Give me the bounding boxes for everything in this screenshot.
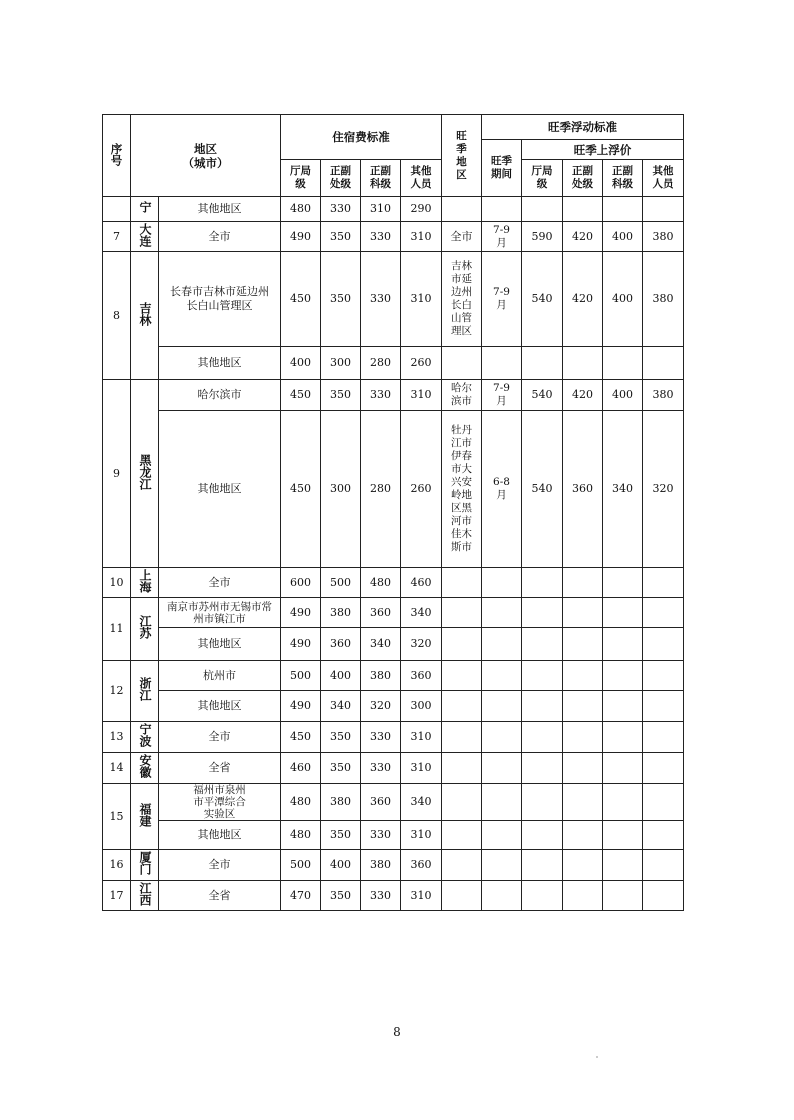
rate-cell: 350 — [321, 380, 361, 411]
table-row — [103, 411, 684, 568]
peak-rate-cell — [522, 881, 563, 911]
rate-cell: 450 — [281, 252, 321, 347]
peak-region-cell — [442, 568, 482, 598]
peak-rate-cell: 420 — [563, 380, 603, 411]
province-cell: 福建 — [131, 784, 159, 850]
peak-rate-cell — [603, 628, 643, 661]
peak-period-cell — [482, 821, 522, 850]
rate-cell: 450 — [281, 380, 321, 411]
peak-rate-cell — [643, 347, 684, 380]
rate-cell: 350 — [321, 252, 361, 347]
rate-cell: 360 — [401, 661, 442, 691]
rate-cell: 360 — [361, 784, 401, 821]
table-row — [103, 568, 684, 598]
peak-rate-cell: 380 — [643, 252, 684, 347]
seq-cell: 7 — [103, 222, 131, 252]
city-cell: 其他地区 — [159, 821, 281, 850]
peak-region-cell — [442, 784, 482, 821]
rate-cell: 350 — [321, 222, 361, 252]
peak-rate-cell — [522, 197, 563, 222]
rate-cell: 310 — [361, 197, 401, 222]
rate-cell: 350 — [321, 722, 361, 753]
rate-cell: 350 — [321, 821, 361, 850]
table-row — [103, 380, 684, 411]
rate-cell: 280 — [361, 347, 401, 380]
peak-rate-cell: 380 — [643, 222, 684, 252]
province-cell: 江苏 — [131, 598, 159, 661]
peak-rate-cell: 380 — [643, 380, 684, 411]
peak-period-cell — [482, 881, 522, 911]
header-grade: 厅局级 — [281, 160, 321, 197]
table-row — [103, 252, 684, 347]
rate-cell: 330 — [361, 380, 401, 411]
table-row — [103, 821, 684, 850]
peak-rate-cell — [603, 821, 643, 850]
rate-cell: 340 — [321, 691, 361, 722]
rate-cell: 400 — [281, 347, 321, 380]
header-grade: 其他人员 — [401, 160, 442, 197]
rate-cell: 480 — [281, 197, 321, 222]
rate-cell: 490 — [281, 628, 321, 661]
rate-cell: 330 — [361, 753, 401, 784]
page-number: 8 — [393, 1025, 401, 1039]
peak-period-cell — [482, 598, 522, 628]
peak-period-cell: 7-9月 — [482, 380, 522, 411]
rate-cell: 300 — [321, 411, 361, 568]
header-region: 地区 （城市） — [131, 115, 281, 197]
peak-rate-cell — [643, 850, 684, 881]
header-lodging: 住宿费标准 — [281, 115, 442, 160]
rate-cell: 380 — [361, 661, 401, 691]
rate-cell: 310 — [401, 222, 442, 252]
table-row — [103, 222, 684, 252]
peak-period-cell — [482, 784, 522, 821]
province-cell: 江西 — [131, 881, 159, 911]
rate-cell: 460 — [401, 568, 442, 598]
peak-period-cell — [482, 568, 522, 598]
peak-rate-cell — [643, 661, 684, 691]
peak-period-cell: 7-9月 — [482, 222, 522, 252]
peak-rate-cell — [563, 197, 603, 222]
peak-rate-cell — [563, 661, 603, 691]
peak-region-cell — [442, 821, 482, 850]
peak-rate-cell — [563, 347, 603, 380]
rate-cell: 460 — [281, 753, 321, 784]
rate-cell: 310 — [401, 881, 442, 911]
province-cell: 大连 — [131, 222, 159, 252]
rate-cell: 480 — [281, 784, 321, 821]
rate-cell: 350 — [321, 753, 361, 784]
rate-cell: 480 — [281, 821, 321, 850]
city-cell: 全市 — [159, 222, 281, 252]
rate-cell: 400 — [321, 661, 361, 691]
peak-region-cell — [442, 661, 482, 691]
peak-rate-cell — [563, 821, 603, 850]
rate-cell: 330 — [361, 722, 401, 753]
city-cell: 其他地区 — [159, 347, 281, 380]
peak-period-cell — [482, 661, 522, 691]
rate-cell: 480 — [361, 568, 401, 598]
peak-region-cell: 全市 — [442, 222, 482, 252]
peak-period-cell — [482, 753, 522, 784]
peak-rate-cell — [603, 850, 643, 881]
header-seq: 序号 — [103, 115, 131, 197]
rate-cell: 280 — [361, 411, 401, 568]
rate-cell: 330 — [361, 821, 401, 850]
city-cell: 南京市苏州市无锡市常州市镇江市 — [159, 598, 281, 628]
peak-rate-cell: 400 — [603, 380, 643, 411]
peak-rate-cell: 400 — [603, 252, 643, 347]
peak-rate-cell — [563, 784, 603, 821]
rate-cell: 340 — [401, 784, 442, 821]
rate-cell: 500 — [321, 568, 361, 598]
peak-rate-cell — [643, 197, 684, 222]
seq-cell — [103, 197, 131, 222]
rate-cell: 490 — [281, 598, 321, 628]
city-cell: 其他地区 — [159, 691, 281, 722]
province-cell: 上海 — [131, 568, 159, 598]
peak-rate-cell: 320 — [643, 411, 684, 568]
rate-cell: 500 — [281, 850, 321, 881]
table-row — [103, 347, 684, 380]
city-cell: 全市 — [159, 568, 281, 598]
rate-cell: 320 — [361, 691, 401, 722]
peak-rate-cell — [522, 347, 563, 380]
header-peak-period: 旺季期间 — [482, 140, 522, 197]
rate-cell: 400 — [321, 850, 361, 881]
province-cell: 浙江 — [131, 661, 159, 722]
rate-cell: 290 — [401, 197, 442, 222]
peak-rate-cell: 420 — [563, 252, 603, 347]
seq-cell: 11 — [103, 598, 131, 661]
rate-cell: 500 — [281, 661, 321, 691]
city-cell: 长春市吉林市延边州长白山管理区 — [159, 252, 281, 347]
peak-region-cell — [442, 197, 482, 222]
rate-cell: 380 — [321, 598, 361, 628]
peak-rate-cell — [643, 598, 684, 628]
peak-rate-cell — [643, 722, 684, 753]
province-cell: 吉林 — [131, 252, 159, 380]
peak-period-cell: 7-9月 — [482, 252, 522, 347]
peak-region-cell: 哈尔滨市 — [442, 380, 482, 411]
peak-period-cell: 6-8月 — [482, 411, 522, 568]
rate-cell: 300 — [401, 691, 442, 722]
city-cell: 全省 — [159, 881, 281, 911]
header-peak-up: 旺季上浮价 — [522, 140, 684, 160]
peak-period-cell — [482, 628, 522, 661]
peak-rate-cell: 340 — [603, 411, 643, 568]
peak-rate-cell — [563, 568, 603, 598]
header-grade: 厅局级 — [522, 160, 563, 197]
seq-cell: 8 — [103, 252, 131, 380]
city-cell: 全市 — [159, 722, 281, 753]
city-cell: 其他地区 — [159, 197, 281, 222]
peak-period-cell — [482, 691, 522, 722]
peak-period-cell — [482, 722, 522, 753]
table-row — [103, 691, 684, 722]
rate-cell: 340 — [361, 628, 401, 661]
peak-rate-cell — [643, 753, 684, 784]
city-cell: 全省 — [159, 753, 281, 784]
seq-cell: 14 — [103, 753, 131, 784]
rate-cell: 310 — [401, 753, 442, 784]
peak-rate-cell — [522, 821, 563, 850]
peak-rate-cell — [643, 784, 684, 821]
rate-cell: 300 — [321, 347, 361, 380]
table-row — [103, 628, 684, 661]
table-row — [103, 881, 684, 911]
rate-cell: 310 — [401, 252, 442, 347]
city-cell: 全市 — [159, 850, 281, 881]
peak-region-cell: 牡丹江市伊春市大兴安岭地区黑河市佳木斯市 — [442, 411, 482, 568]
rate-cell: 330 — [321, 197, 361, 222]
peak-rate-cell — [522, 850, 563, 881]
peak-rate-cell — [563, 598, 603, 628]
peak-rate-cell — [522, 598, 563, 628]
peak-rate-cell: 540 — [522, 380, 563, 411]
peak-rate-cell — [603, 691, 643, 722]
table-row — [103, 598, 684, 628]
peak-region-cell — [442, 347, 482, 380]
header-grade: 正副科级 — [603, 160, 643, 197]
rate-cell: 490 — [281, 691, 321, 722]
peak-rate-cell — [603, 661, 643, 691]
rate-cell: 330 — [361, 222, 401, 252]
peak-region-cell — [442, 628, 482, 661]
seq-cell: 10 — [103, 568, 131, 598]
city-cell: 杭州市 — [159, 661, 281, 691]
rate-cell: 380 — [361, 850, 401, 881]
rate-cell: 360 — [361, 598, 401, 628]
header-grade: 正副处级 — [321, 160, 361, 197]
peak-region-cell — [442, 722, 482, 753]
peak-rate-cell: 540 — [522, 252, 563, 347]
header-peak-float: 旺季浮动标准 — [482, 115, 684, 140]
peak-rate-cell — [603, 347, 643, 380]
peak-rate-cell — [603, 568, 643, 598]
peak-rate-cell: 400 — [603, 222, 643, 252]
peak-rate-cell — [643, 568, 684, 598]
peak-rate-cell — [522, 661, 563, 691]
table-row — [103, 753, 684, 784]
seq-cell: 9 — [103, 380, 131, 568]
seq-cell: 12 — [103, 661, 131, 722]
lodging-standard-table — [102, 114, 684, 911]
header-grade: 其他人员 — [643, 160, 684, 197]
scan-speck — [596, 1056, 598, 1058]
peak-rate-cell — [603, 881, 643, 911]
province-cell: 安徽 — [131, 753, 159, 784]
peak-rate-cell — [563, 850, 603, 881]
seq-cell: 13 — [103, 722, 131, 753]
rate-cell: 350 — [321, 881, 361, 911]
city-cell: 福州市泉州市平潭综合实验区 — [159, 784, 281, 821]
peak-rate-cell — [603, 784, 643, 821]
rate-cell: 330 — [361, 881, 401, 911]
seq-cell: 17 — [103, 881, 131, 911]
rate-cell: 310 — [401, 380, 442, 411]
peak-region-cell — [442, 753, 482, 784]
rate-cell: 310 — [401, 722, 442, 753]
rate-cell: 260 — [401, 411, 442, 568]
city-cell: 其他地区 — [159, 628, 281, 661]
peak-rate-cell — [563, 881, 603, 911]
peak-rate-cell — [603, 197, 643, 222]
peak-region-cell — [442, 850, 482, 881]
rate-cell: 450 — [281, 722, 321, 753]
rate-cell: 330 — [361, 252, 401, 347]
peak-rate-cell — [603, 722, 643, 753]
province-cell: 宁 — [131, 197, 159, 222]
table-row — [103, 197, 684, 222]
rate-cell: 260 — [401, 347, 442, 380]
rate-cell: 360 — [401, 850, 442, 881]
seq-cell: 15 — [103, 784, 131, 850]
peak-period-cell — [482, 347, 522, 380]
peak-rate-cell — [522, 753, 563, 784]
peak-region-cell — [442, 598, 482, 628]
table-row — [103, 661, 684, 691]
peak-rate-cell — [522, 691, 563, 722]
table-row — [103, 722, 684, 753]
peak-region-cell — [442, 881, 482, 911]
peak-period-cell — [482, 850, 522, 881]
peak-rate-cell — [603, 598, 643, 628]
header-grade: 正副科级 — [361, 160, 401, 197]
peak-region-cell — [442, 691, 482, 722]
province-cell: 厦门 — [131, 850, 159, 881]
city-cell: 其他地区 — [159, 411, 281, 568]
peak-rate-cell — [522, 628, 563, 661]
table-row — [103, 850, 684, 881]
table-row — [103, 784, 684, 821]
header-peak-region: 旺季地区 — [442, 115, 482, 197]
header-grade: 正副处级 — [563, 160, 603, 197]
province-cell: 黑龙江 — [131, 380, 159, 568]
peak-rate-cell: 590 — [522, 222, 563, 252]
peak-rate-cell — [563, 753, 603, 784]
rate-cell: 380 — [321, 784, 361, 821]
peak-rate-cell — [522, 784, 563, 821]
peak-rate-cell — [603, 753, 643, 784]
peak-rate-cell — [643, 881, 684, 911]
peak-rate-cell — [563, 722, 603, 753]
peak-rate-cell: 420 — [563, 222, 603, 252]
city-cell: 哈尔滨市 — [159, 380, 281, 411]
rate-cell: 310 — [401, 821, 442, 850]
rate-cell: 360 — [321, 628, 361, 661]
peak-region-cell: 吉林市延边州长白山管理区 — [442, 252, 482, 347]
peak-rate-cell: 360 — [563, 411, 603, 568]
peak-rate-cell — [563, 628, 603, 661]
peak-period-cell — [482, 197, 522, 222]
peak-rate-cell — [643, 691, 684, 722]
rate-cell: 450 — [281, 411, 321, 568]
rate-cell: 340 — [401, 598, 442, 628]
peak-rate-cell — [522, 722, 563, 753]
province-cell: 宁波 — [131, 722, 159, 753]
rate-cell: 320 — [401, 628, 442, 661]
rate-cell: 600 — [281, 568, 321, 598]
peak-rate-cell — [643, 628, 684, 661]
rate-cell: 490 — [281, 222, 321, 252]
rate-cell: 470 — [281, 881, 321, 911]
peak-rate-cell: 540 — [522, 411, 563, 568]
peak-rate-cell — [522, 568, 563, 598]
peak-rate-cell — [563, 691, 603, 722]
seq-cell: 16 — [103, 850, 131, 881]
peak-rate-cell — [643, 821, 684, 850]
